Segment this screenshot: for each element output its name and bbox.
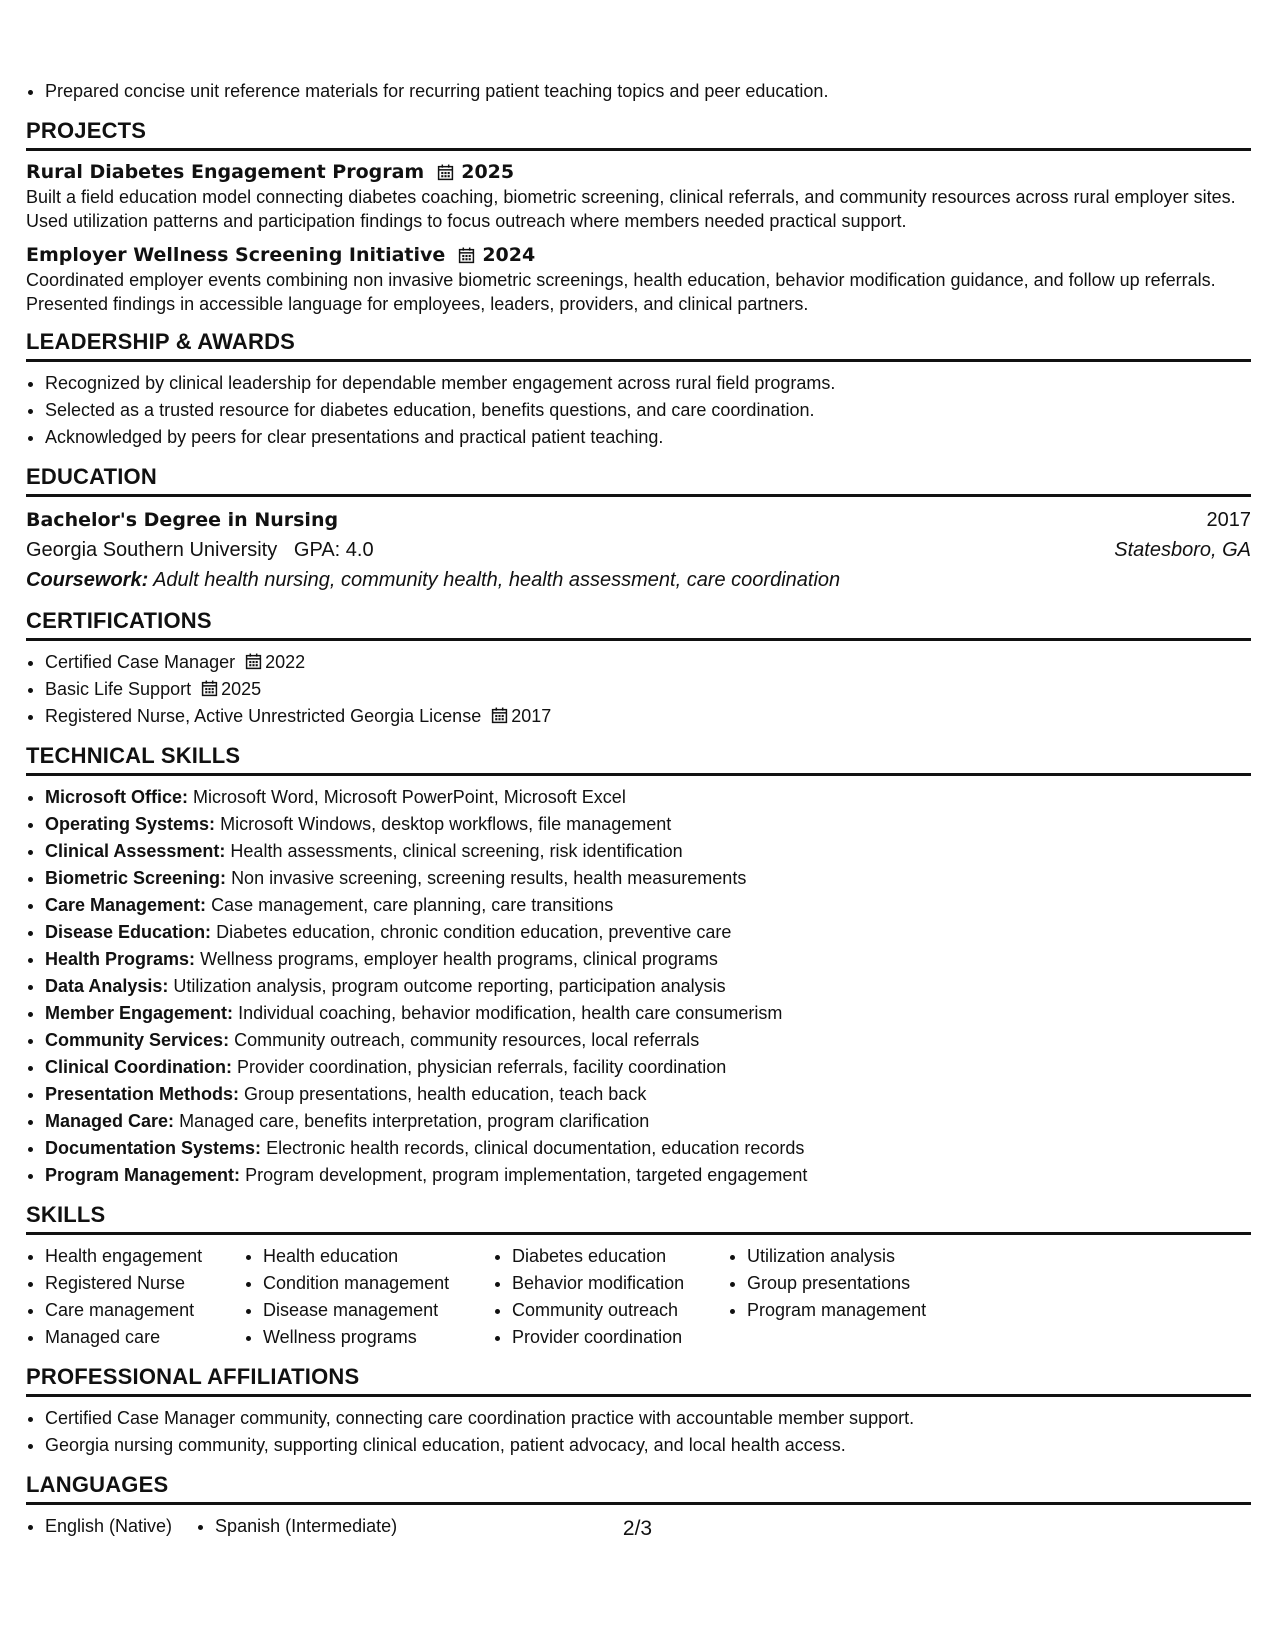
- list-item: • Selected as a trusted resource for diabetes education, benefits questions, and care coordination.: [45, 397, 1251, 424]
- graduation-year: 2017: [1206, 509, 1251, 531]
- affiliations-list: [26, 1405, 1251, 1459]
- skill-category: Clinical Coordination:: [45, 1057, 232, 1077]
- certification-name: Registered Nurse, Active Unrestricted Georgia License: [45, 706, 482, 726]
- list-item: • Georgia nursing community, supporting clinical education, patient advocacy, and local health access.: [45, 1432, 1251, 1459]
- skill-values: Community outreach, community resources, local referrals: [234, 1030, 700, 1050]
- skills-column: [244, 1243, 493, 1351]
- skill-category: Health Programs:: [45, 949, 196, 969]
- skill-category: Program Management:: [45, 1165, 241, 1185]
- technical-skill-item: [45, 973, 1251, 1000]
- project-heading: [26, 242, 1251, 268]
- technical-skill-item: [45, 1162, 1251, 1189]
- certifications-list: [26, 649, 1251, 730]
- affiliations-section: [26, 1364, 1251, 1459]
- skill-item: • Utilization analysis: [747, 1243, 987, 1270]
- leadership-list: [26, 370, 1251, 451]
- skill-category: Clinical Assessment:: [45, 841, 226, 861]
- skills-columns: [26, 1243, 1251, 1351]
- skills-column: [493, 1243, 728, 1351]
- calendar-icon: [458, 247, 475, 264]
- coursework-text: Adult health nursing, community health, health assessment, care coordination: [153, 569, 841, 591]
- skill-item: • Diabetes education: [512, 1243, 728, 1270]
- leadership-section: [26, 329, 1251, 451]
- calendar-icon: [437, 164, 454, 181]
- technical-skill-item: [45, 946, 1251, 973]
- skill-item: • Group presentations: [747, 1270, 987, 1297]
- skill-category: Operating Systems:: [45, 814, 216, 834]
- list-item: • Recognized by clinical leadership for dependable member engagement across rural field programs.: [45, 370, 1251, 397]
- education-school-row: [26, 535, 1251, 565]
- skill-values: Non invasive screening, screening results, health measurements: [231, 868, 747, 888]
- skills-column: [728, 1243, 987, 1351]
- technical-skill-item: [45, 1027, 1251, 1054]
- skill-values: Group presentations, health education, teach back: [244, 1084, 647, 1104]
- project-item: [26, 159, 1251, 233]
- skill-category: Biometric Screening:: [45, 868, 227, 888]
- section-title-languages: LANGUAGES: [26, 1472, 1251, 1505]
- skill-item: • Health engagement: [45, 1243, 244, 1270]
- gpa: GPA: 4.0: [293, 539, 374, 561]
- certification-year: 2025: [221, 679, 262, 699]
- section-title-education: EDUCATION: [26, 464, 1251, 497]
- section-title-certifications: CERTIFICATIONS: [26, 608, 1251, 641]
- skill-values: Utilization analysis, program outcome reporting, participation analysis: [173, 976, 726, 996]
- carryover-list: [26, 78, 1251, 105]
- language-item: • English (Native): [45, 1513, 172, 1540]
- technical-skill-item: [45, 1081, 1251, 1108]
- list-item: • Certified Case Manager community, connecting care coordination practice with accountable member support.: [45, 1405, 1251, 1432]
- technical-skill-item: [45, 892, 1251, 919]
- skill-values: Electronic health records, clinical documentation, education records: [266, 1138, 805, 1158]
- skill-item: • Provider coordination: [512, 1324, 728, 1351]
- skills-section: [26, 1202, 1251, 1351]
- list-item: • Prepared concise unit reference materials for recurring patient teaching topics and peer education.: [45, 78, 1251, 105]
- skill-values: Health assessments, clinical screening, risk identification: [230, 841, 683, 861]
- technical-skill-item: [45, 838, 1251, 865]
- skills-column: [26, 1243, 244, 1351]
- technical-skill-item: [45, 1000, 1251, 1027]
- skill-values: Provider coordination, physician referrals, facility coordination: [237, 1057, 727, 1077]
- skill-category: Presentation Methods:: [45, 1084, 240, 1104]
- certification-item: [45, 649, 1251, 676]
- skill-category: Managed Care:: [45, 1111, 175, 1131]
- language-item: • Spanish (Intermediate): [215, 1513, 397, 1540]
- education-header-row: [26, 505, 1251, 535]
- calendar-icon: [245, 653, 262, 670]
- skill-category: Community Services:: [45, 1030, 230, 1050]
- skill-values: Case management, care planning, care transitions: [211, 895, 614, 915]
- skill-values: Microsoft Word, Microsoft PowerPoint, Microsoft Excel: [193, 787, 626, 807]
- skill-category: Documentation Systems:: [45, 1138, 262, 1158]
- certification-year: 2017: [511, 706, 552, 726]
- skill-item: • Care management: [45, 1297, 244, 1324]
- coursework-label: Coursework:: [26, 569, 149, 591]
- skill-values: Managed care, benefits interpretation, program clarification: [179, 1111, 650, 1131]
- technical-skill-item: [45, 1135, 1251, 1162]
- skill-values: Program development, program implementation, targeted engagement: [245, 1165, 808, 1185]
- skill-item: • Managed care: [45, 1324, 244, 1351]
- project-year: 2024: [482, 244, 536, 266]
- skill-item: • Registered Nurse: [45, 1270, 244, 1297]
- skill-item: • Community outreach: [512, 1297, 728, 1324]
- calendar-icon: [491, 707, 508, 724]
- certification-name: Certified Case Manager: [45, 652, 236, 672]
- page-number: 2/3: [622, 1517, 653, 1540]
- skill-item: • Condition management: [263, 1270, 493, 1297]
- technical-skill-item: [45, 784, 1251, 811]
- school-location: Statesboro, GA: [1114, 539, 1251, 561]
- skill-item: • Disease management: [263, 1297, 493, 1324]
- skill-item: • Health education: [263, 1243, 493, 1270]
- certification-item: [45, 703, 1251, 730]
- technical-skill-item: [45, 1108, 1251, 1135]
- section-title-projects: PROJECTS: [26, 118, 1251, 151]
- skill-values: Microsoft Windows, desktop workflows, file management: [220, 814, 672, 834]
- certification-year: 2022: [265, 652, 306, 672]
- technical-skill-item: [45, 1054, 1251, 1081]
- project-item: [26, 242, 1251, 316]
- certifications-section: [26, 608, 1251, 730]
- section-title-technical-skills: TECHNICAL SKILLS: [26, 743, 1251, 776]
- project-year: 2025: [461, 161, 515, 183]
- technical-skill-item: [45, 811, 1251, 838]
- section-title-skills: SKILLS: [26, 1202, 1251, 1235]
- skill-values: Diabetes education, chronic condition education, preventive care: [216, 922, 732, 942]
- project-description: Built a field education model connecting diabetes coaching, biometric screening, clinical referrals, and community resources across rural employer sites. Used utilization patterns and participation findings to focus outreach where members needed practical support.: [26, 187, 1236, 231]
- skill-item: • Wellness programs: [263, 1324, 493, 1351]
- certification-name: Basic Life Support: [45, 679, 192, 699]
- school-info: [26, 535, 374, 565]
- resume-page: [26, 78, 1251, 1540]
- skill-item: • Behavior modification: [512, 1270, 728, 1297]
- list-item: • Acknowledged by peers for clear presentations and practical patient teaching.: [45, 424, 1251, 451]
- skill-values: Wellness programs, employer health programs, clinical programs: [200, 949, 718, 969]
- skill-values: Individual coaching, behavior modification, health care consumerism: [238, 1003, 783, 1023]
- skill-category: Member Engagement:: [45, 1003, 234, 1023]
- section-title-leadership: LEADERSHIP & AWARDS: [26, 329, 1251, 362]
- skill-category: Microsoft Office:: [45, 787, 189, 807]
- skill-category: Disease Education:: [45, 922, 212, 942]
- project-description: Coordinated employer events combining non invasive biometric screenings, health education, behavior modification guidance, and follow up referrals. Presented findings in accessible language for employees, leaders, providers, and clinical partners.: [26, 270, 1216, 314]
- section-title-affiliations: PROFESSIONAL AFFILIATIONS: [26, 1364, 1251, 1397]
- technical-skills-section: [26, 743, 1251, 1189]
- project-name: Rural Diabetes Engagement Program: [26, 161, 425, 183]
- skill-category: Data Analysis:: [45, 976, 169, 996]
- projects-section: [26, 118, 1251, 316]
- skill-item: • Program management: [747, 1297, 987, 1324]
- technical-skills-list: [26, 784, 1251, 1189]
- technical-skill-item: [45, 865, 1251, 892]
- degree-name: Bachelor's Degree in Nursing: [26, 509, 339, 531]
- school-name: Georgia Southern University: [26, 539, 278, 561]
- calendar-icon: [201, 680, 218, 697]
- education-section: [26, 464, 1251, 595]
- technical-skill-item: [45, 919, 1251, 946]
- project-name: Employer Wellness Screening Initiative: [26, 244, 446, 266]
- skill-category: Care Management:: [45, 895, 207, 915]
- project-heading: [26, 159, 1251, 185]
- coursework: [26, 565, 1251, 595]
- certification-item: [45, 676, 1251, 703]
